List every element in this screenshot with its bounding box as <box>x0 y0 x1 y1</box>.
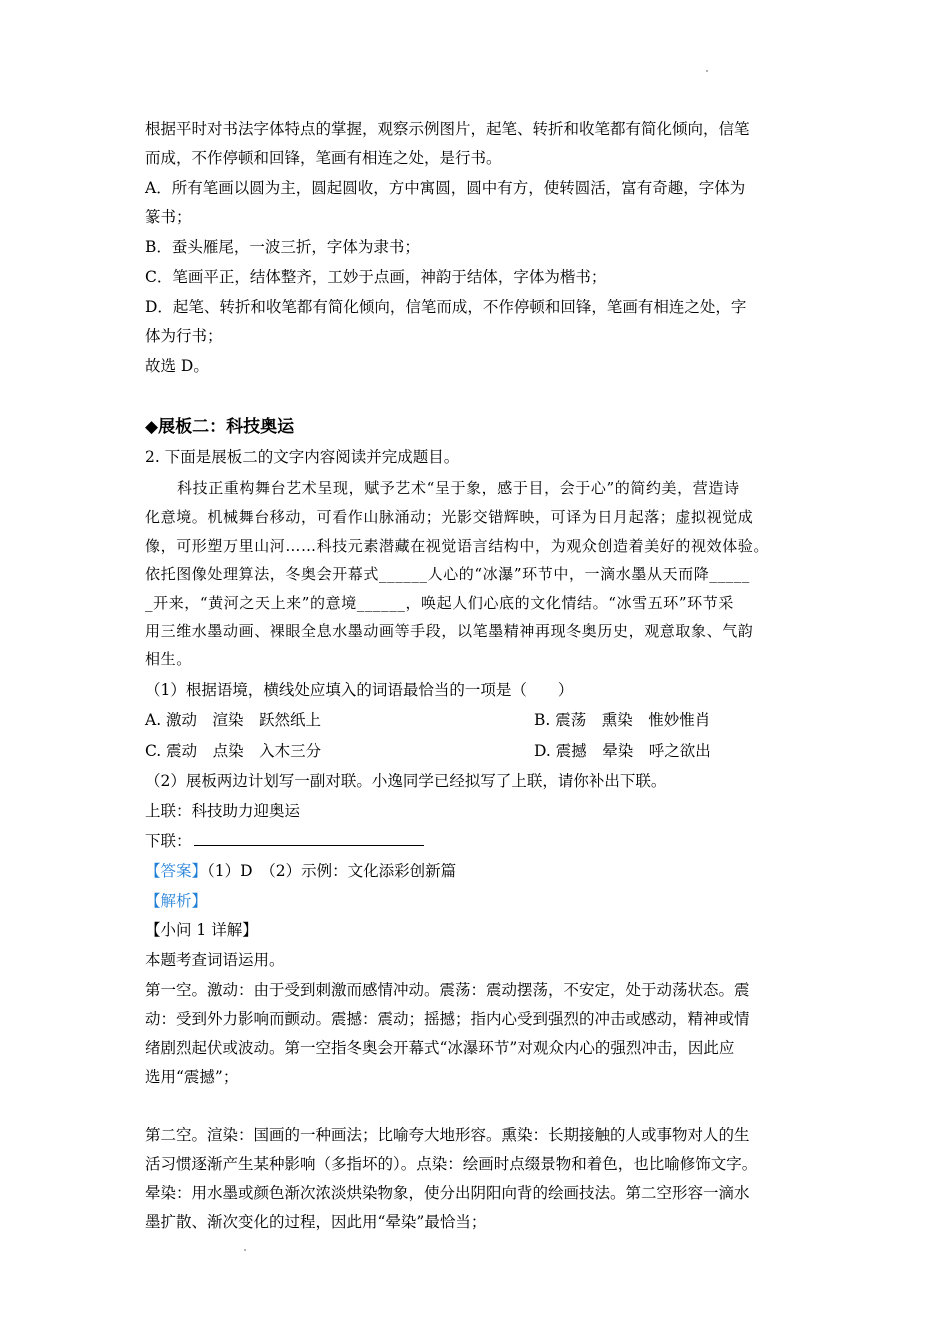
lower-couplet <box>145 829 424 851</box>
option-d-explanation: D．起笔、转折和收笔都有简化倾向，信笔而成，不作停顿和回锋，笔画有相连之处，字 <box>145 298 747 316</box>
explanation-line: 晕染：用水墨或颜色渐次浓淡烘染物象，使分出阴阳向背的绘画技法。第二空形容一滴水 <box>145 1184 750 1202</box>
passage-line: 像，可形塑万里山河……科技元素潜藏在视觉语言结构中，为观众创造着美好的视效体验。 <box>145 537 770 555</box>
option-a-explanation: A．所有笔画以圆为主，圆起圆收，方中寓圆，圆中有方，使转圆活，富有奇趣，字体为 <box>145 179 746 197</box>
answer-blank <box>194 831 424 846</box>
subquestion-2: （2）展板两边计划写一副对联。小逸同学已经拟写了上联，请你补出下联。 <box>145 772 667 790</box>
option-c: C. 震动 点染 入木三分 <box>145 742 322 760</box>
choice-conclusion: 故选 D。 <box>145 357 209 375</box>
explanation-line: 第一空。激动：由于受到刺激而感情冲动。震荡：震动摆荡，不安定，处于动荡状态。震 <box>145 981 750 999</box>
answer-tag: 【答案】 <box>145 862 208 880</box>
answer-line <box>145 859 456 881</box>
explanation-line: 动：受到外力影响而颤动。震撼：震动；摇撼；指内心受到强烈的冲击或感动，精神或情 <box>145 1010 750 1028</box>
lower-couplet-label: 下联： <box>145 832 192 850</box>
subquestion-detail-heading: 【小问 1 详解】 <box>145 921 258 939</box>
explanation-line: 墨扩散、渐次变化的过程，因此用“晕染”最恰当； <box>145 1213 487 1231</box>
explanation-line: 选用“震撼”； <box>145 1068 239 1086</box>
passage-line: 用三维水墨动画、裸眼全息水墨动画等手段，以笔墨精神再现冬奥历史，观意取象、气韵 <box>145 622 754 640</box>
section-heading: ◆展板二：科技奥运 <box>145 417 295 437</box>
analysis-tag: 【解析】 <box>145 892 208 910</box>
subquestion-1: （1）根据语境，横线处应填入的词语最恰当的一项是（ ） <box>145 681 574 699</box>
passage-line: _开来，“黄河之天上来”的意境______，唤起人们心底的文化情结。“冰雪五环”环节采 <box>145 594 734 612</box>
text-line: 根据平时对书法字体特点的掌握，观察示例图片，起笔、转折和收笔都有简化倾向，信笔 <box>145 120 750 138</box>
option-a-explanation-cont: 篆书； <box>145 208 192 226</box>
option-a: A. 激动 渲染 跃然纸上 <box>145 711 322 729</box>
option-d-explanation-cont: 体为行书； <box>145 327 223 345</box>
scan-dot <box>706 70 708 72</box>
explanation-line: 活习惯逐渐产生某种影响（多指坏的）。点染：绘画时点缀景物和着色，也比喻修饰文字。 <box>145 1155 758 1173</box>
upper-couplet: 上联：科技助力迎奥运 <box>145 802 301 820</box>
option-b-explanation: B．蚕头雁尾，一波三折，字体为隶书； <box>145 238 420 256</box>
topic-line: 本题考查词语运用。 <box>145 951 285 969</box>
explanation-line: 绪剧烈起伏或波动。第一空指冬奥会开幕式“冰瀑环节”对观众内心的强烈冲击，因此应 <box>145 1039 735 1057</box>
passage-line: 化意境。机械舞台移动，可看作山脉涌动；光影交错辉映，可译为日月起落；虚拟视觉成 <box>145 508 754 526</box>
explanation-line: 第二空。渲染：国画的一种画法；比喻夸大地形容。熏染：长期接触的人或事物对人的生 <box>145 1126 750 1144</box>
scan-dot <box>244 1249 246 1251</box>
option-d: D. 震撼 晕染 呼之欲出 <box>534 742 711 760</box>
question-intro: 2. 下面是展板二的文字内容阅读并完成题目。 <box>145 448 460 466</box>
option-c-explanation: C．笔画平正，结体整齐，工妙于点画，神韵于结体，字体为楷书； <box>145 268 607 286</box>
passage-line: 科技正重构舞台艺术呈现，赋予艺术“呈于象，感于目，会于心”的简约美，营造诗 <box>177 479 740 497</box>
passage-line: 依托图像处理算法，冬奥会开幕式______人心的“冰瀑”环节中，一滴水墨从天而降_____ <box>145 565 750 583</box>
answer-text: （1）D （2）示例：文化添彩创新篇 <box>207 862 457 880</box>
text-line: 而成，不作停顿和回锋，笔画有相连之处，是行书。 <box>145 149 502 167</box>
passage-line: 相生。 <box>145 650 192 668</box>
option-b: B. 震荡 熏染 惟妙惟肖 <box>534 711 711 729</box>
